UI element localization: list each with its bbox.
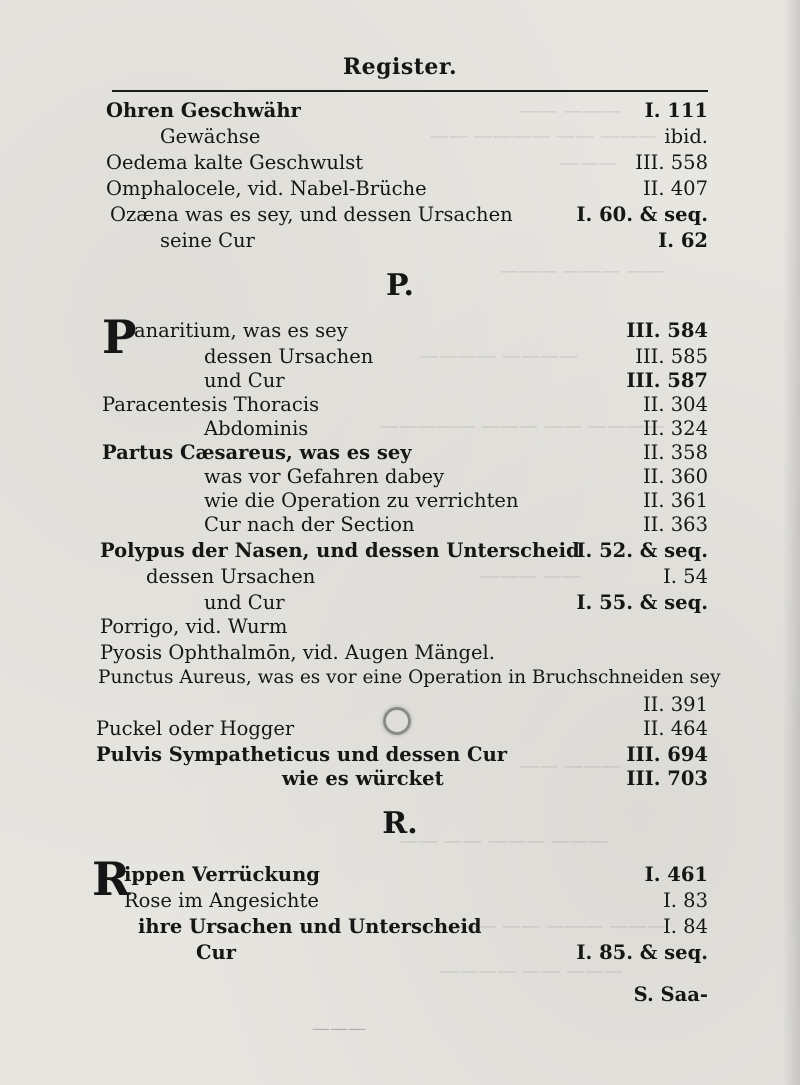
entry-reference: I. 55. & seq. [576,591,708,614]
entry-term: und Cur [204,591,285,614]
index-entry [0,228,800,254]
entry-term: Abdominis [204,417,309,440]
entry-term: Partus Cæsareus, was es sey [102,441,412,464]
entry-term: Rose im Angesichte [124,889,319,912]
catchword: S. Saa- [633,983,708,1006]
entry-term: Oedema kalte Geschwulst [106,151,364,174]
index-entry [0,488,800,514]
index-entry [0,940,800,966]
entry-reference: III. 558 [635,151,708,174]
entry-term: ippen Verrückung [124,863,320,886]
index-entry [0,464,800,490]
entry-term: Ozæna was es sey, und dessen Ursachen [110,203,513,226]
entry-reference: II. 464 [642,717,708,740]
show-through-text: —— ——— ——— [500,260,665,282]
index-entry [0,640,800,666]
index-entry [0,392,800,418]
entry-reference: II. 407 [642,177,708,200]
entry-reference: II. 363 [642,513,708,536]
index-entry [0,766,800,792]
index-entry [0,665,800,691]
catchword-line [0,982,800,1008]
show-through-text: ——— [560,152,617,174]
show-through-footer: ——— [312,1018,366,1039]
entry-reference: I. 60. & seq. [576,203,708,226]
index-entry [0,150,800,176]
entry-term: und Cur [204,369,285,392]
entry-term: Ohren Geschwähr [106,99,301,122]
entry-term: Paracentesis Thoracis [102,393,320,416]
entry-term: Pulvis Sympatheticus und dessen Cur [96,743,508,766]
index-entry [0,614,800,640]
show-through-text: ——— ——— —— ———— [420,915,667,937]
index-entry [0,564,800,590]
entry-reference: I. 83 [663,889,708,912]
drop-cap: R [92,852,131,906]
section-letter-r: R. [382,806,418,841]
entry-term: Puckel oder Hogger [96,717,295,740]
index-entry [0,344,800,370]
header-rule [112,90,708,92]
entry-reference: I. 62 [658,229,708,252]
index-entry [0,716,800,742]
entry-reference: II. 361 [642,489,708,512]
index-entry [0,888,800,914]
show-through-text: ———— —— ——— ————— [380,415,665,437]
entry-term: seine Cur [160,229,255,252]
index-entry [0,98,800,124]
entry-reference: II. 324 [642,417,708,440]
entry-reference: III. 584 [626,319,708,342]
index-entry [0,742,800,768]
show-through-text: ——— ——— —— —— [400,830,609,852]
entry-term: ihre Ursachen und Unterscheid [138,915,482,938]
index-entry [0,914,800,940]
entry-reference: III. 587 [626,369,708,392]
show-through-text: ———— ———— [420,345,579,367]
entry-term: anaritium, was es sey [134,319,348,342]
index-entry [0,538,800,564]
entry-reference: II. 391 [642,693,708,716]
index-entry [0,124,800,150]
entry-term: Porrigo, vid. Wurm [100,615,288,638]
index-entry [0,176,800,202]
entry-term: Polypus der Nasen, und dessen Unterscheid [100,539,580,562]
entry-term: Pyosis Ophthalmōn, vid. Augen Mängel. [100,641,495,664]
entry-reference: ibid. [664,125,708,148]
index-entry [0,512,800,538]
show-through-text: ——— —— ———— —— [430,125,658,147]
entry-term: Cur nach der Section [204,513,415,536]
entry-reference: I. 111 [644,99,708,122]
show-through-text: ——— —— [520,755,622,777]
index-entry [0,368,800,394]
entry-reference: I. 85. & seq. [576,941,708,964]
entry-reference: I. 84 [663,915,708,938]
index-entry [0,416,800,442]
entry-term: wie es würcket [282,767,444,790]
index-entry [0,440,800,466]
entry-reference: I. 54 [663,565,708,588]
entry-term: Punctus Aureus, was es vor eine Operation in Bruchschneiden sey [98,667,721,688]
show-through-text: ——— —— ———— [440,960,624,982]
index-entry [0,590,800,616]
entry-reference: II. 358 [642,441,708,464]
entry-term: Cur [196,941,236,964]
entry-reference: II. 360 [642,465,708,488]
section-letter-p: P. [385,268,415,303]
entry-reference: III. 703 [626,767,708,790]
entry-term: Gewächse [160,125,261,148]
entry-term: was vor Gefahren dabey [204,465,445,488]
show-through-text: —— ——— [480,565,582,587]
entry-reference: III. 694 [626,743,708,766]
entry-reference: III. 585 [635,345,708,368]
entry-term: dessen Ursachen [146,565,316,588]
entry-term: wie die Operation zu verrichten [204,489,519,512]
entry-term: dessen Ursachen [204,345,374,368]
index-entry [0,202,800,228]
entry-reference: II. 304 [642,393,708,416]
entry-reference: I. 52. & seq. [576,539,708,562]
entry-term: Omphalocele, vid. Nabel-Brüche [106,177,427,200]
show-through-text: ——— —— [520,100,622,122]
drop-cap: P [102,310,137,364]
page-header: Register. [342,54,458,80]
entry-reference: I. 461 [644,863,708,886]
